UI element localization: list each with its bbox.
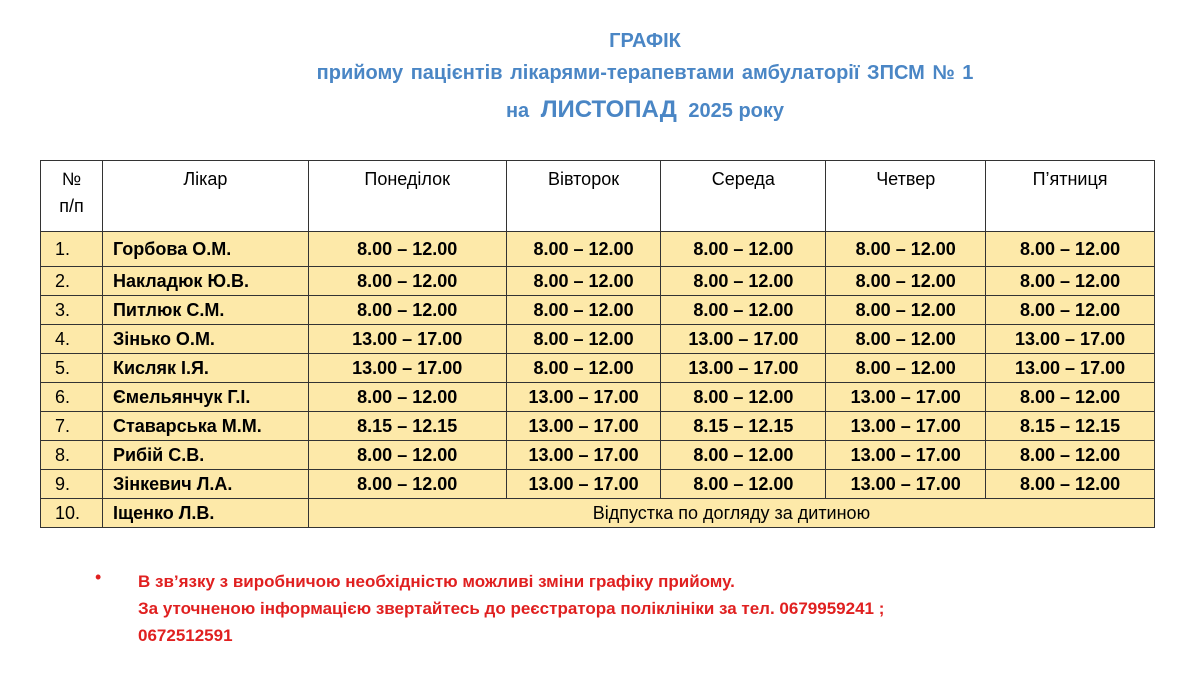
- cell-fri: 8.00 – 12.00: [986, 470, 1155, 499]
- cell-fri: 8.00 – 12.00: [986, 267, 1155, 296]
- cell-doctor: Питлюк С.М.: [102, 296, 308, 325]
- cell-doctor: Накладюк Ю.В.: [102, 267, 308, 296]
- cell-thu: 13.00 – 17.00: [826, 383, 986, 412]
- cell-num: 5.: [41, 354, 103, 383]
- notice-block: [138, 568, 1098, 649]
- table-row: [41, 412, 1155, 441]
- cell-mon: 8.00 – 12.00: [308, 441, 506, 470]
- cell-doctor: Іщенко Л.В.: [102, 499, 308, 528]
- cell-fri: 13.00 – 17.00: [986, 354, 1155, 383]
- cell-fri: 8.00 – 12.00: [986, 232, 1155, 267]
- cell-tue: 13.00 – 17.00: [506, 441, 661, 470]
- period-prefix: на: [505, 100, 530, 122]
- table-row: [41, 441, 1155, 470]
- cell-doctor: Зінкевич Л.А.: [102, 470, 308, 499]
- header-friday: П’ятниця: [986, 161, 1155, 232]
- cell-wed: 8.00 – 12.00: [661, 441, 826, 470]
- cell-wed: 8.00 – 12.00: [661, 232, 826, 267]
- cell-num: 6.: [41, 383, 103, 412]
- cell-fri: 8.00 – 12.00: [986, 441, 1155, 470]
- cell-tue: 13.00 – 17.00: [506, 412, 661, 441]
- cell-wed: 8.15 – 12.15: [661, 412, 826, 441]
- table-row: [41, 470, 1155, 499]
- cell-num: 10.: [41, 499, 103, 528]
- cell-num: 4.: [41, 325, 103, 354]
- cell-mon: 13.00 – 17.00: [308, 354, 506, 383]
- cell-tue: 8.00 – 12.00: [506, 296, 661, 325]
- cell-tue: 13.00 – 17.00: [506, 383, 661, 412]
- cell-wed: 8.00 – 12.00: [661, 296, 826, 325]
- cell-doctor: Горбова О.М.: [102, 232, 308, 267]
- cell-num: 9.: [41, 470, 103, 499]
- cell-tue: 8.00 – 12.00: [506, 232, 661, 267]
- cell-mon: 13.00 – 17.00: [308, 325, 506, 354]
- cell-fri: 13.00 – 17.00: [986, 325, 1155, 354]
- cell-wed: 13.00 – 17.00: [661, 325, 826, 354]
- cell-tue: 8.00 – 12.00: [506, 325, 661, 354]
- cell-fri: 8.00 – 12.00: [986, 383, 1155, 412]
- cell-mon: 8.00 – 12.00: [308, 296, 506, 325]
- header-num-line1: №: [61, 169, 82, 189]
- cell-mon: 8.00 – 12.00: [308, 470, 506, 499]
- table-row: [41, 499, 1155, 528]
- header-wednesday: Середа: [661, 161, 826, 232]
- cell-wed: 8.00 – 12.00: [661, 383, 826, 412]
- cell-thu: 8.00 – 12.00: [826, 354, 986, 383]
- table-row: [41, 296, 1155, 325]
- cell-num: 7.: [41, 412, 103, 441]
- cell-fri: 8.00 – 12.00: [986, 296, 1155, 325]
- header-monday: Понеділок: [308, 161, 506, 232]
- cell-num: 2.: [41, 267, 103, 296]
- notice-line-2: За уточненою інформацією звертайтесь до реєстратора поліклініки за тел. 0679959241 ;: [138, 599, 885, 618]
- cell-thu: 13.00 – 17.00: [826, 470, 986, 499]
- period-year: 2025 року: [688, 100, 785, 122]
- notice-line-3: 0672512591: [138, 626, 233, 645]
- cell-num: 8.: [41, 441, 103, 470]
- table-row: [41, 267, 1155, 296]
- header-num: [41, 161, 103, 232]
- schedule-period: [0, 96, 1200, 124]
- table-header-row: [41, 161, 1155, 232]
- header-thursday: Четвер: [826, 161, 986, 232]
- cell-tue: 8.00 – 12.00: [506, 267, 661, 296]
- table-row: [41, 325, 1155, 354]
- cell-doctor: Рибій С.В.: [102, 441, 308, 470]
- cell-mon: 8.00 – 12.00: [308, 232, 506, 267]
- cell-mon: 8.00 – 12.00: [308, 267, 506, 296]
- cell-thu: 13.00 – 17.00: [826, 412, 986, 441]
- cell-wed: 8.00 – 12.00: [661, 267, 826, 296]
- cell-doctor: Зінько О.М.: [102, 325, 308, 354]
- cell-mon: 8.15 – 12.15: [308, 412, 506, 441]
- table-row: [41, 232, 1155, 267]
- cell-wed: 8.00 – 12.00: [661, 470, 826, 499]
- header-tuesday: Вівторок: [506, 161, 661, 232]
- cell-fri: 8.15 – 12.15: [986, 412, 1155, 441]
- schedule-title: ГРАФІК: [609, 30, 681, 52]
- header-doctor: Лікар: [102, 161, 308, 232]
- schedule-table: [40, 160, 1155, 528]
- cell-doctor: Кисляк І.Я.: [102, 354, 308, 383]
- cell-wed: 13.00 – 17.00: [661, 354, 826, 383]
- cell-thu: 13.00 – 17.00: [826, 441, 986, 470]
- cell-num: 3.: [41, 296, 103, 325]
- notice-line-1: В зв’язку з виробничою необхідністю можливі зміни графіку прийому.: [138, 572, 735, 591]
- cell-thu: 8.00 – 12.00: [826, 325, 986, 354]
- header-num-line2: п/п: [59, 196, 84, 216]
- schedule-subtitle: прийому пацієнтів лікарями-терапевтами амбулаторії ЗПСМ № 1: [316, 62, 974, 84]
- period-month: ЛИСТОПАД: [540, 96, 677, 123]
- cell-tue: 13.00 – 17.00: [506, 470, 661, 499]
- table-row: [41, 383, 1155, 412]
- cell-doctor: Ємельянчук Г.І.: [102, 383, 308, 412]
- table-row: [41, 354, 1155, 383]
- cell-thu: 8.00 – 12.00: [826, 232, 986, 267]
- cell-thu: 8.00 – 12.00: [826, 296, 986, 325]
- cell-mon: 8.00 – 12.00: [308, 383, 506, 412]
- cell-doctor: Ставарська М.М.: [102, 412, 308, 441]
- notice-bullet: •: [95, 567, 102, 587]
- cell-tue: 8.00 – 12.00: [506, 354, 661, 383]
- cell-leave-note: Відпустка по догляду за дитиною: [308, 499, 1154, 528]
- cell-num: 1.: [41, 232, 103, 267]
- cell-thu: 8.00 – 12.00: [826, 267, 986, 296]
